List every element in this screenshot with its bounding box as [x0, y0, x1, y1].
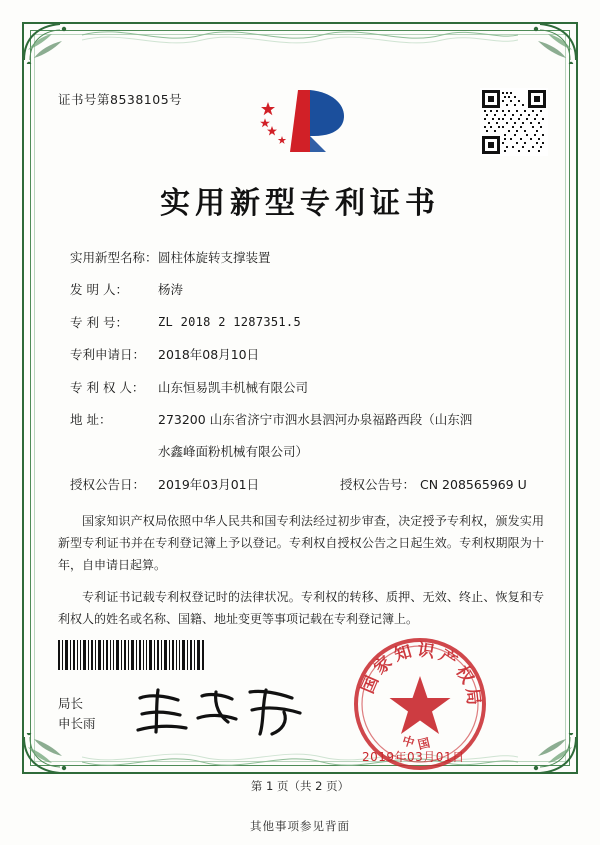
handwritten-signature	[132, 684, 312, 740]
qr-code	[480, 88, 548, 156]
field-label: 专利申请日：	[70, 347, 146, 363]
field-row-patentee	[70, 378, 532, 397]
field-value-secondary: CN 208565969 U	[420, 476, 527, 492]
field-label: 专 利 号：	[70, 314, 128, 330]
field-row-utility-model-name	[70, 248, 532, 267]
field-value: 2018年08月10日	[158, 347, 260, 363]
signature-block	[58, 694, 96, 734]
legal-text	[58, 510, 544, 639]
field-row-grant-announcement	[70, 475, 532, 494]
certificate-number: 证书号第8538105号	[58, 92, 183, 107]
field-value-address-line2: 水鑫峰面粉机械有限公司）	[158, 444, 309, 460]
page-title: 实用新型专利证书	[160, 186, 440, 221]
field-label: 发 明 人：	[70, 282, 128, 298]
field-label-secondary: 授权公告号：	[340, 476, 416, 492]
field-value: 圆柱体旋转支撑装置	[158, 250, 271, 265]
svg-text:国家知识产权局: 国家知识产权局	[357, 640, 484, 711]
field-label: 授权公告日：	[70, 476, 146, 492]
director-role-label: 局长	[58, 696, 84, 711]
field-row-address	[70, 410, 532, 429]
field-value: 山东恒易凯丰机械有限公司	[158, 379, 309, 395]
field-label: 实用新型名称：	[70, 250, 158, 265]
cnipa-logo-icon	[248, 86, 352, 158]
svg-text:中国: 中国	[400, 733, 438, 753]
certificate-fields	[70, 248, 532, 507]
field-row-application-date	[70, 345, 532, 364]
field-label: 专 利 权 人：	[70, 379, 145, 395]
legal-paragraph-1: 国家知识产权局依照中华人民共和国专利法经过初步审查，决定授予专利权，颁发实用新型专利证书并在专利登记簿上予以登记。专利权自授权公告之日起生效。专利权期限为十年，自申请日起算。	[58, 514, 544, 573]
legal-paragraph-2: 专利证书记载专利权登记时的法律状况。专利权的转移、质押、无效、终止、恢复和专利权人的姓名或名称、国籍、地址变更等事项记载在专利登记簿上。	[58, 589, 544, 626]
field-row-patent-number	[70, 313, 532, 332]
field-value: 273200 山东省济宁市泗水县泗河办泉福路西段（山东泗	[158, 411, 473, 427]
field-label: 地 址：	[70, 411, 112, 427]
border-flourish-top	[82, 22, 518, 48]
page-footer: 第 1 页（共 2 页）	[250, 779, 350, 793]
barcode	[58, 640, 206, 670]
field-row-inventor	[70, 280, 532, 299]
field-value: ZL 2018 2 1287351.5	[158, 314, 301, 329]
field-value: 2019年03月01日	[158, 476, 260, 492]
director-name-label: 申长雨	[58, 716, 96, 731]
field-value: 杨涛	[158, 282, 184, 298]
seal-date: 2019年03月01日	[362, 750, 465, 764]
back-side-note: 其他事项参见背面	[250, 819, 350, 833]
